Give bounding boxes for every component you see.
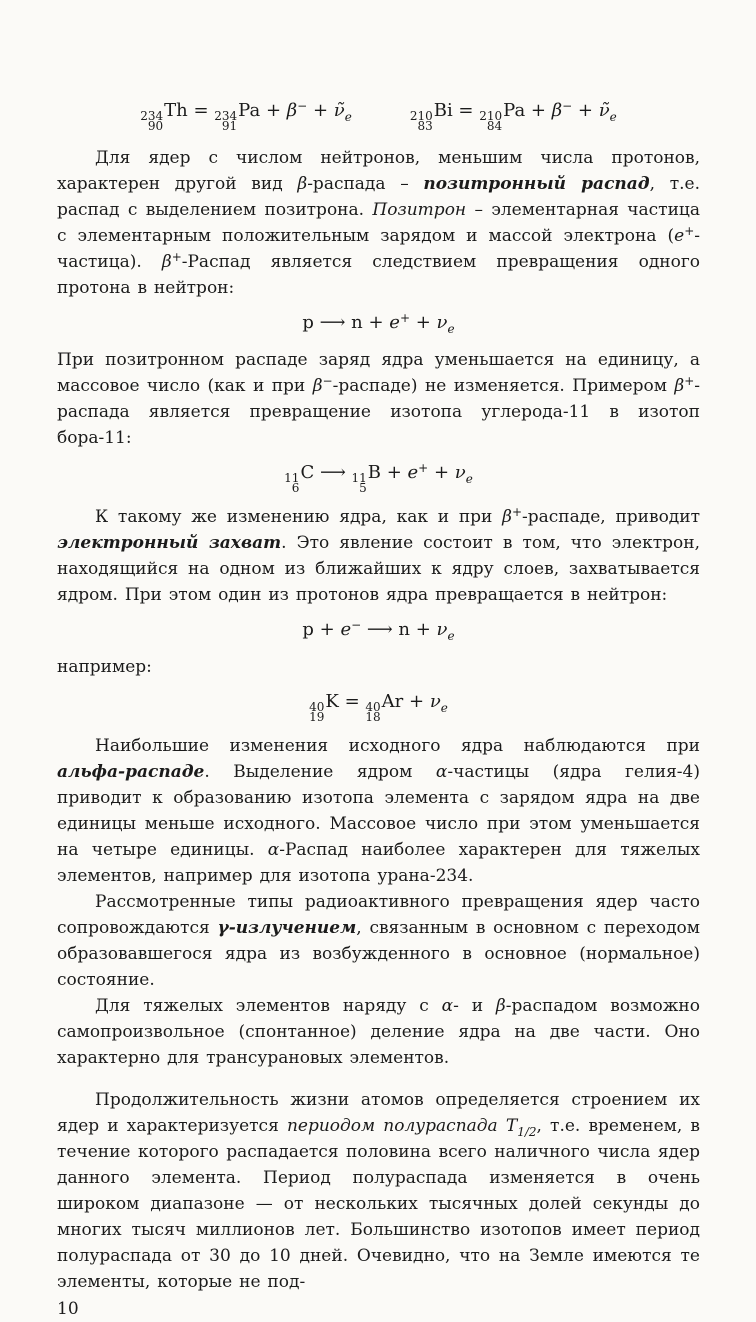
equation-th234-decay: 234 90 Th = 234 91 $Pa + \beta^- + \nũ_e$	[140, 99, 352, 133]
paragraph-electron-capture: К такому же изменению ядра, как и при β+-распаде, приводит электронный захват. Это явление состоит в том, что электрон, находящийся на одном из ближайших к ядру слоев, захватывается ядром. При этом один из протонов ядра превращается в нейтрон:	[57, 505, 701, 605]
equation-electron-capture: p + e− ⟶ $n + \nu_e$	[302, 618, 455, 643]
paragraph-spontaneous-fission: Для тяжелых элементов наряду с α- и β-распадом возможно самопроизвольное (спонтанное) деление ядра на две части. Оно характерно для трансурановых элементов.	[57, 996, 700, 1068]
paragraph-half-life: Продолжительность жизни атомов определяется строением их ядер и характеризуется периодом полураспада $T_{1/2}$, т.е. временем, в течение которого распадается половина всего наличного числа ядер данного элемента. Период полураспада изменяется в очень широком диапазоне — от нескольких тысячных долей секунды до многих тысяч миллионов лет. Большинство изотопов имеет период полураспада от 30 до 10 дней. Очевидно, что на Земле имеются те элементы, которые не под-	[57, 1090, 701, 1292]
paragraph-positron-decay-properties: При позитронном распаде заряд ядра уменьшается на единицу, а массовое число (как и при β−-распаде) не изменяется. Примером β+-распада является превращение изотопа углерода-11 в изотоп бора-11:	[57, 350, 700, 448]
equation-k40-to-ar40: 40 19 K = 40 18 $Ar + \nu_e$	[309, 691, 448, 724]
equation-carbon11-to-boron11: 11 6 C ⟶ 11 5 $B + e^+ + \nu_e$	[284, 461, 473, 495]
paragraph-gamma-radiation: Рассмотренные типы радиоактивного превращения ядер часто сопровождаются γ-излучением, связанным в основном с переходом образовавшегося ядра из возбужденного в основное (нормальное) состояние.	[57, 892, 700, 990]
equation-proton-to-neutron: p ⟶ $n + e^+ + \nu_e$	[302, 311, 455, 336]
equation-bi210-decay: 210 83 Bi = 210 84 $Pa + \beta^- + \nũ_e$	[409, 99, 617, 133]
equation-row-beta-decay	[57, 98, 700, 131]
page-number: 10	[57, 1299, 79, 1319]
paragraph-alpha-decay: Наибольшие изменения исходного ядра наблюдаются при альфа-распаде. Выделение ядром α-частицы (ядра гелия-4) приводит к образованию изотопа элемента с зарядом ядра на две единицы меньше исходного. Массовое число при этом уменьшается на четыре единицы. α-Распад наиболее характерен для тяжелых элементов, например для изотопа урана-234.	[57, 736, 700, 886]
example-label: например:	[57, 657, 152, 677]
paragraph-positron-decay-intro: Для ядер с числом нейтронов, меньшим числа протонов, характерен другой вид β-распада – позитронный распад, т.е. распад с выделением позитрона. Позитрон – элементарная частица с элементарным положительным зарядом и массой электрона (e+-частица). β+-Распад является следствием превращения одного протона в нейтрон:	[57, 148, 700, 298]
